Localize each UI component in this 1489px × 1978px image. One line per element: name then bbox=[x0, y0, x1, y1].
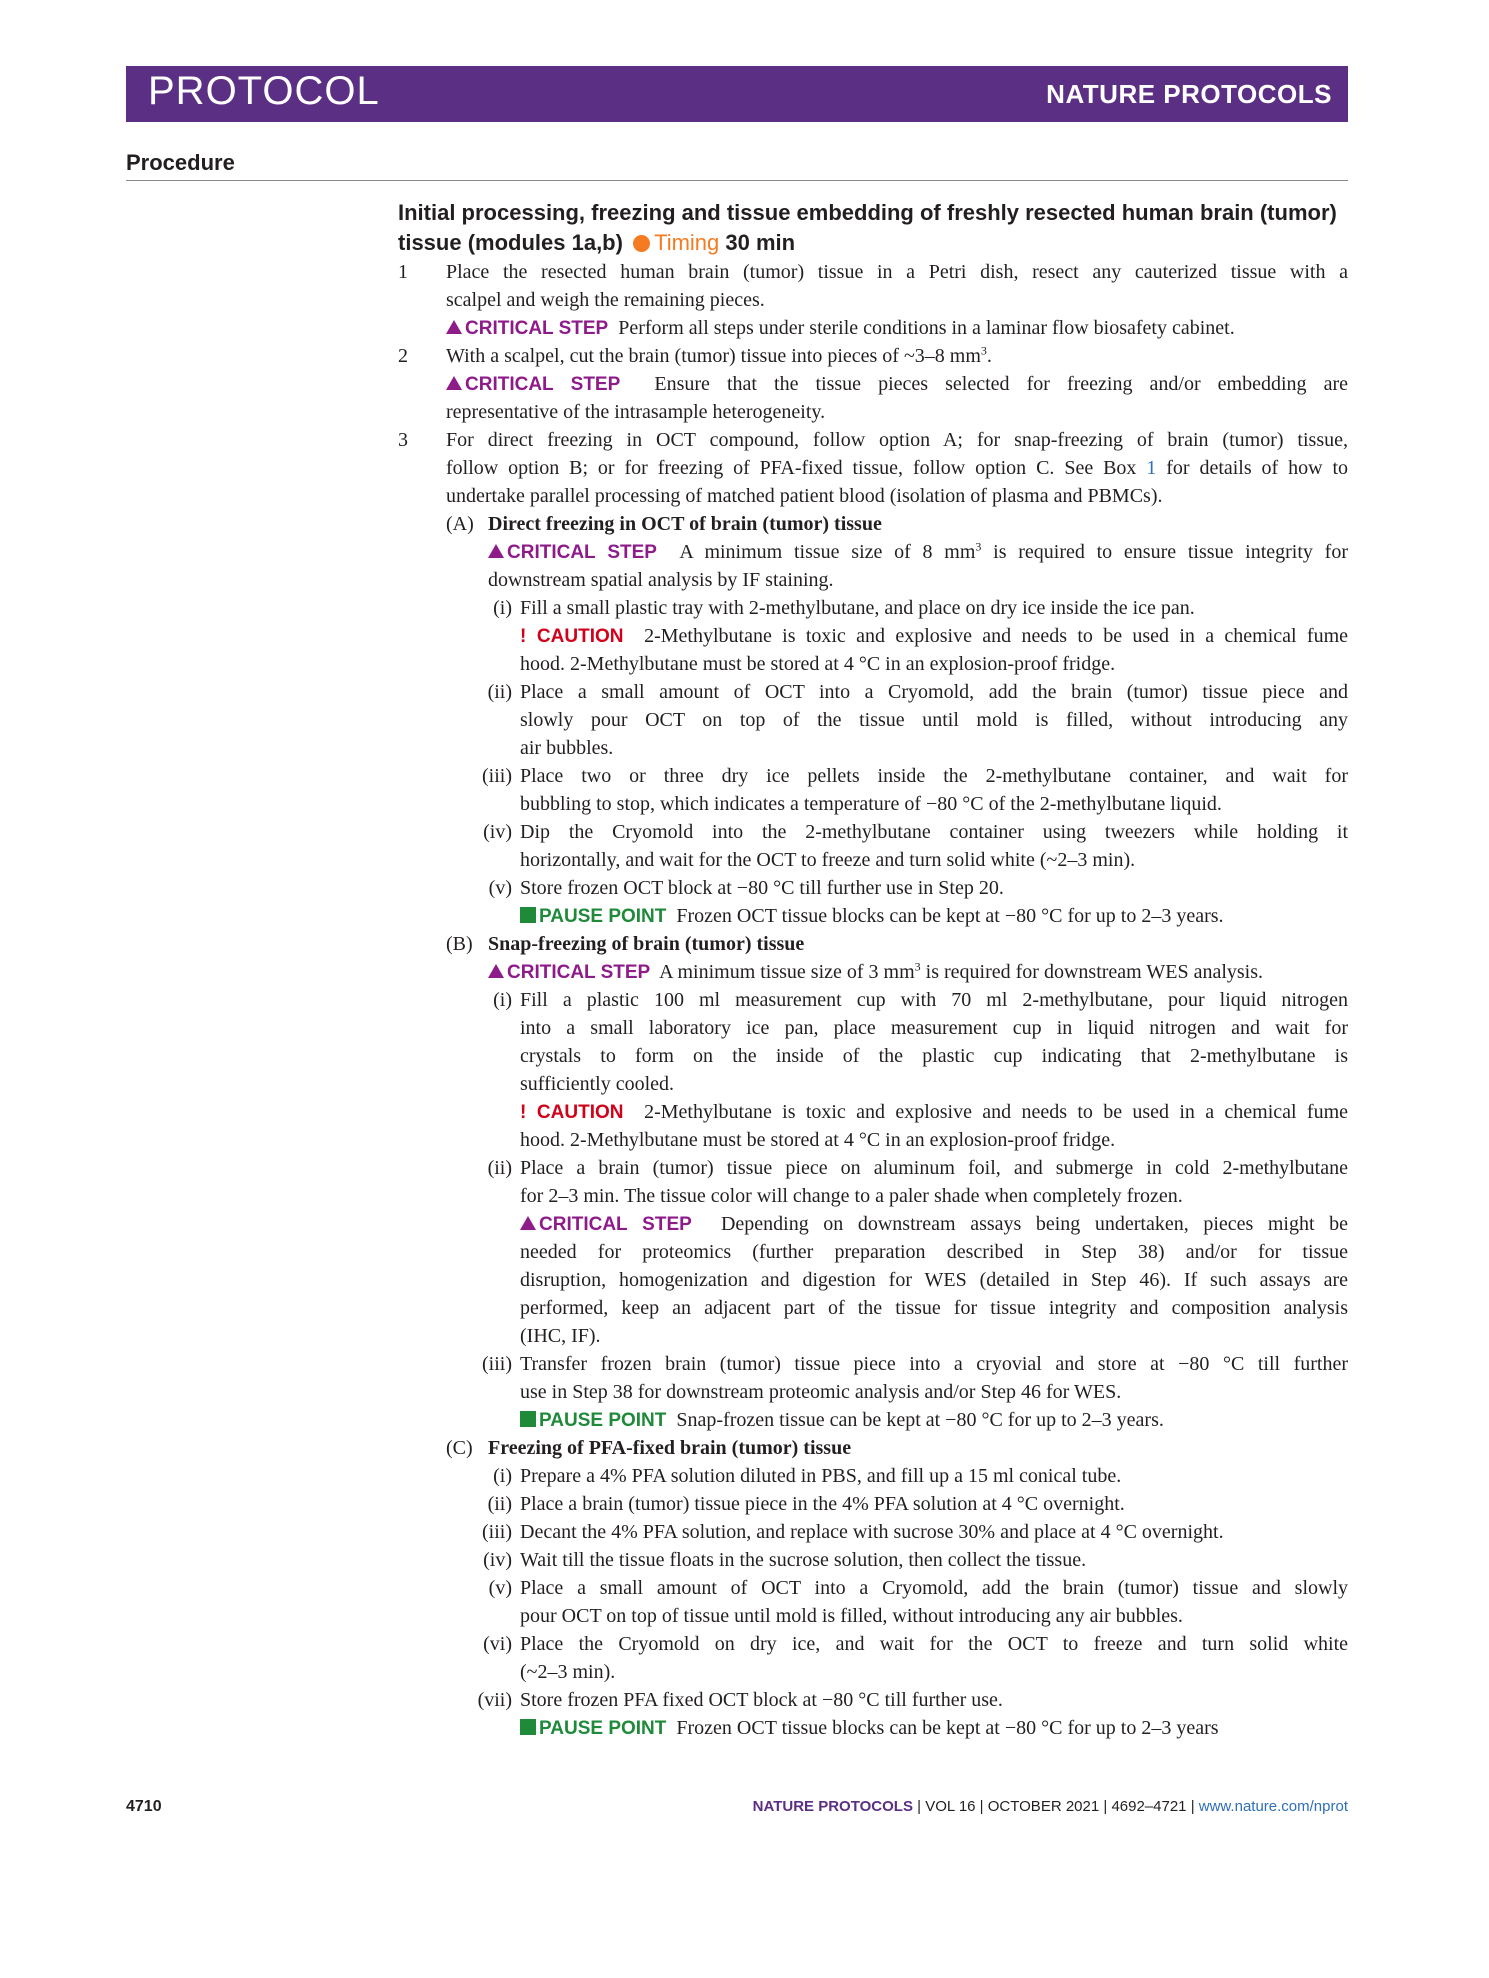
b-iii-pause bbox=[520, 1406, 1164, 1435]
caution-text: 2-Methylbutane is toxic and explosive and needs to be used in a chemical fume bbox=[644, 625, 1348, 647]
step-2-critical-line-2: representative of the intrasample heterogeneity. bbox=[446, 401, 826, 423]
step-3-line-1: For direct freezing in OCT compound, follow option A; for snap-freezing of brain (tumor) tissue, bbox=[446, 429, 1348, 451]
footer-separator: | bbox=[1099, 1798, 1112, 1815]
b-ii-critical bbox=[520, 1210, 1348, 1239]
caution-text: 2-Methylbutane is toxic and explosive and needs to be used in a chemical fume bbox=[644, 1101, 1348, 1123]
b-ii-critical-line-4: performed, keep an adjacent part of the tissue for tissue integrity and composition analysis bbox=[520, 1297, 1348, 1319]
a-i-line-1: Fill a small plastic tray with 2-methylbutane, and place on dry ice inside the ice pan. bbox=[520, 597, 1195, 619]
pause-point-text: Snap-frozen tissue can be kept at −80 °C for up to 2–3 years. bbox=[676, 1409, 1164, 1431]
substep-number: (iv) bbox=[483, 1549, 512, 1571]
step-3-line-3: undertake parallel processing of matched patient blood (isolation of plasma and PBMCs). bbox=[446, 485, 1163, 507]
b-i-line-3: crystals to form on the inside of the plastic cup indicating that 2-methylbutane is bbox=[520, 1045, 1348, 1067]
a-v-pause bbox=[520, 902, 1224, 931]
superscript: 3 bbox=[914, 959, 921, 974]
step-number: 1 bbox=[398, 261, 408, 283]
substep-number: (v) bbox=[488, 1577, 512, 1599]
article-type-label: PROTOCOL bbox=[148, 69, 380, 113]
pause-point-text: Frozen OCT tissue blocks can be kept at −80 °C for up to 2–3 years bbox=[676, 1717, 1219, 1739]
c-vi-line-2: (~2–3 min). bbox=[520, 1661, 616, 1683]
pause-square-icon bbox=[520, 907, 536, 923]
a-ii-line-2: slowly pour OCT on top of the tissue until mold is filled, without introducing any bbox=[520, 709, 1348, 731]
c-iv-line-1: Wait till the tissue floats in the sucrose solution, then collect the tissue. bbox=[520, 1549, 1087, 1571]
critical-step-label: CRITICAL STEP bbox=[465, 374, 621, 395]
b-i-caution-line-2: hood. 2-Methylbutane must be stored at 4 °C in an explosion-proof fridge. bbox=[520, 1129, 1116, 1151]
caution-label: ! CAUTION bbox=[520, 1102, 624, 1123]
step-number: 2 bbox=[398, 345, 408, 367]
a-iv-line-1: Dip the Cryomold into the 2-methylbutane container using tweezers while holding it bbox=[520, 821, 1348, 843]
critical-step-text: A minimum tissue size of 3 mm bbox=[659, 961, 915, 983]
caution-label: ! CAUTION bbox=[520, 626, 624, 647]
b-ii-line-2: for 2–3 min. The tissue color will change to a paler shade when completely frozen. bbox=[520, 1185, 1183, 1207]
b-i-line-1: Fill a plastic 100 ml measurement cup with 70 ml 2-methylbutane, pour liquid nitrogen bbox=[520, 989, 1348, 1011]
c-vii-line-1: Store frozen PFA fixed OCT block at −80 °C till further use. bbox=[520, 1689, 1003, 1711]
section-label: Procedure bbox=[126, 150, 235, 175]
option-b-critical bbox=[488, 958, 1263, 987]
step-2-line-1 bbox=[446, 342, 992, 370]
heading-line-2 bbox=[398, 228, 1348, 258]
b-iii-line-1: Transfer frozen brain (tumor) tissue piece into a cryovial and store at −80 °C till further bbox=[520, 1353, 1348, 1375]
substep-number: (iv) bbox=[483, 821, 512, 843]
pause-point-label: PAUSE POINT bbox=[539, 1718, 667, 1739]
substep-number: (iii) bbox=[482, 765, 512, 787]
c-ii-line-1: Place a brain (tumor) tissue piece in the 4% PFA solution at 4 °C overnight. bbox=[520, 1493, 1125, 1515]
a-i-caution-line-2: hood. 2-Methylbutane must be stored at 4 °C in an explosion-proof fridge. bbox=[520, 653, 1116, 675]
option-c-title: Freezing of PFA-fixed brain (tumor) tissue bbox=[488, 1437, 852, 1459]
critical-step-text: A minimum tissue size of 8 mm bbox=[679, 541, 976, 563]
heading-line-2-text: tissue (modules 1a,b) bbox=[398, 230, 623, 255]
pause-square-icon bbox=[520, 1719, 536, 1735]
a-ii-line-3: air bubbles. bbox=[520, 737, 614, 759]
pause-point-text: Frozen OCT tissue blocks can be kept at −80 °C for up to 2–3 years. bbox=[676, 905, 1224, 927]
b-iii-line-2: use in Step 38 for downstream proteomic analysis and/or Step 46 for WES. bbox=[520, 1381, 1122, 1403]
box-1-link[interactable]: 1 bbox=[1146, 457, 1157, 479]
c-vi-line-1: Place the Cryomold on dry ice, and wait for the OCT to freeze and turn solid white bbox=[520, 1633, 1348, 1655]
b-i-caution bbox=[520, 1098, 1348, 1127]
substep-number: (i) bbox=[493, 597, 512, 619]
substep-number: (iii) bbox=[482, 1521, 512, 1543]
critical-step-label: CRITICAL STEP bbox=[465, 318, 609, 339]
footer-pages: 4692–4721 bbox=[1111, 1798, 1187, 1815]
critical-triangle-icon bbox=[520, 1216, 536, 1230]
footer-separator: | bbox=[1186, 1798, 1199, 1815]
a-iii-line-1: Place two or three dry ice pellets inside the 2-methylbutane container, and wait for bbox=[520, 765, 1348, 787]
substep-number: (v) bbox=[488, 877, 512, 899]
a-iii-line-2: bubbling to stop, which indicates a temperature of −80 °C of the 2-methylbutane liquid. bbox=[520, 793, 1222, 815]
substep-number: (vii) bbox=[477, 1689, 512, 1711]
critical-step-label: CRITICAL STEP bbox=[507, 542, 657, 563]
critical-step-text-b: is required for downstream WES analysis. bbox=[920, 961, 1264, 983]
option-label: (C) bbox=[446, 1437, 473, 1459]
a-v-line-1: Store frozen OCT block at −80 °C till further use in Step 20. bbox=[520, 877, 1004, 899]
step-1-line-2: scalpel and weigh the remaining pieces. bbox=[446, 289, 765, 311]
footer-separator: | bbox=[975, 1798, 988, 1815]
timing-value: 30 min bbox=[725, 230, 796, 255]
step-1-line-1: Place the resected human brain (tumor) tissue in a Petri dish, resect any cauterized tissue with a bbox=[446, 261, 1348, 283]
footer-volume: VOL 16 bbox=[925, 1798, 976, 1815]
b-i-line-2: into a small laboratory ice pan, place measurement cup in liquid nitrogen and wait for bbox=[520, 1017, 1348, 1039]
step-3-line-2 bbox=[446, 454, 1348, 482]
c-vii-pause bbox=[520, 1714, 1219, 1743]
footer-separator: | bbox=[912, 1798, 926, 1815]
c-v-line-2: pour OCT on top of tissue until mold is filled, without introducing any air bubbles. bbox=[520, 1605, 1183, 1627]
option-a-critical-line-2: downstream spatial analysis by IF staining. bbox=[488, 569, 834, 591]
pause-square-icon bbox=[520, 1411, 536, 1427]
pause-point-label: PAUSE POINT bbox=[539, 1410, 667, 1431]
critical-step-label: CRITICAL STEP bbox=[507, 962, 651, 983]
step-2-end: . bbox=[986, 345, 992, 367]
step-2-text: With a scalpel, cut the brain (tumor) tissue into pieces of ~3–8 mm bbox=[446, 345, 981, 367]
superscript: 3 bbox=[980, 343, 987, 358]
step-1-critical bbox=[446, 314, 1235, 343]
footer-citation bbox=[753, 1798, 1348, 1815]
a-iv-line-2: horizontally, and wait for the OCT to freeze and turn solid white (~2–3 min). bbox=[520, 849, 1136, 871]
option-a-critical bbox=[488, 538, 1348, 567]
timing-dot-icon bbox=[633, 235, 650, 252]
c-v-line-1: Place a small amount of OCT into a Cryomold, add the brain (tumor) tissue and slowly bbox=[520, 1577, 1348, 1599]
b-ii-critical-line-3: disruption, homogenization and digestion for WES (detailed in Step 46). If such assays are bbox=[520, 1269, 1348, 1291]
critical-step-label: CRITICAL STEP bbox=[539, 1214, 692, 1235]
option-label: (A) bbox=[446, 513, 474, 535]
footer-date: OCTOBER 2021 bbox=[987, 1798, 1100, 1815]
footer-journal: NATURE PROTOCOLS bbox=[752, 1798, 913, 1815]
substep-number: (i) bbox=[493, 989, 512, 1011]
b-ii-critical-line-5: (IHC, IF). bbox=[520, 1325, 601, 1347]
critical-step-text: Depending on downstream assays being undertaken, pieces might be bbox=[720, 1213, 1348, 1235]
option-b-title: Snap-freezing of brain (tumor) tissue bbox=[488, 933, 805, 955]
critical-triangle-icon bbox=[488, 964, 504, 978]
substep-number: (ii) bbox=[487, 1493, 512, 1515]
critical-triangle-icon bbox=[446, 320, 462, 334]
journal-name-header: NATURE PROTOCOLS bbox=[1046, 79, 1332, 109]
step-number: 3 bbox=[398, 429, 408, 451]
option-label: (B) bbox=[446, 933, 473, 955]
substep-number: (iii) bbox=[482, 1353, 512, 1375]
substep-number: (vi) bbox=[483, 1633, 512, 1655]
substep-number: (ii) bbox=[487, 681, 512, 703]
critical-step-text: Perform all steps under sterile conditions in a laminar flow biosafety cabinet. bbox=[618, 317, 1235, 339]
c-iii-line-1: Decant the 4% PFA solution, and replace with sucrose 30% and place at 4 °C overnight. bbox=[520, 1521, 1224, 1543]
substep-number: (i) bbox=[493, 1465, 512, 1487]
heading-line-1: Initial processing, freezing and tissue embedding of freshly resected human brain (tumor) bbox=[398, 200, 1337, 225]
b-ii-line-1: Place a brain (tumor) tissue piece on aluminum foil, and submerge in cold 2-methylbutane bbox=[520, 1157, 1348, 1179]
superscript: 3 bbox=[975, 539, 982, 554]
substep-number: (ii) bbox=[487, 1157, 512, 1179]
critical-step-text: Ensure that the tissue pieces selected for freezing and/or embedding are bbox=[654, 373, 1349, 395]
c-i-line-1: Prepare a 4% PFA solution diluted in PBS, and fill up a 15 ml conical tube. bbox=[520, 1465, 1122, 1487]
procedure-heading bbox=[398, 198, 1348, 258]
b-i-line-4: sufficiently cooled. bbox=[520, 1073, 675, 1095]
footer-url-link[interactable]: www.nature.com/nprot bbox=[1198, 1798, 1348, 1815]
pause-point-label: PAUSE POINT bbox=[539, 906, 667, 927]
timing-label: Timing bbox=[654, 230, 720, 255]
a-i-caution bbox=[520, 622, 1348, 651]
critical-step-text-b: is required to ensure tissue integrity for bbox=[981, 541, 1348, 563]
critical-triangle-icon bbox=[446, 376, 462, 390]
b-ii-critical-line-2: needed for proteomics (further preparation described in Step 38) and/or for tissue bbox=[520, 1241, 1348, 1263]
step-2-critical bbox=[446, 370, 1348, 399]
option-a-title: Direct freezing in OCT of brain (tumor) tissue bbox=[488, 513, 882, 535]
a-ii-line-1: Place a small amount of OCT into a Cryomold, add the brain (tumor) tissue piece and bbox=[520, 681, 1348, 703]
critical-triangle-icon bbox=[488, 544, 504, 558]
step-3-text-b: for details of how to bbox=[1156, 457, 1348, 479]
page-number: 4710 bbox=[126, 1798, 162, 1815]
step-3-text: follow option B; or for freezing of PFA-fixed tissue, follow option C. See Box bbox=[446, 457, 1147, 479]
